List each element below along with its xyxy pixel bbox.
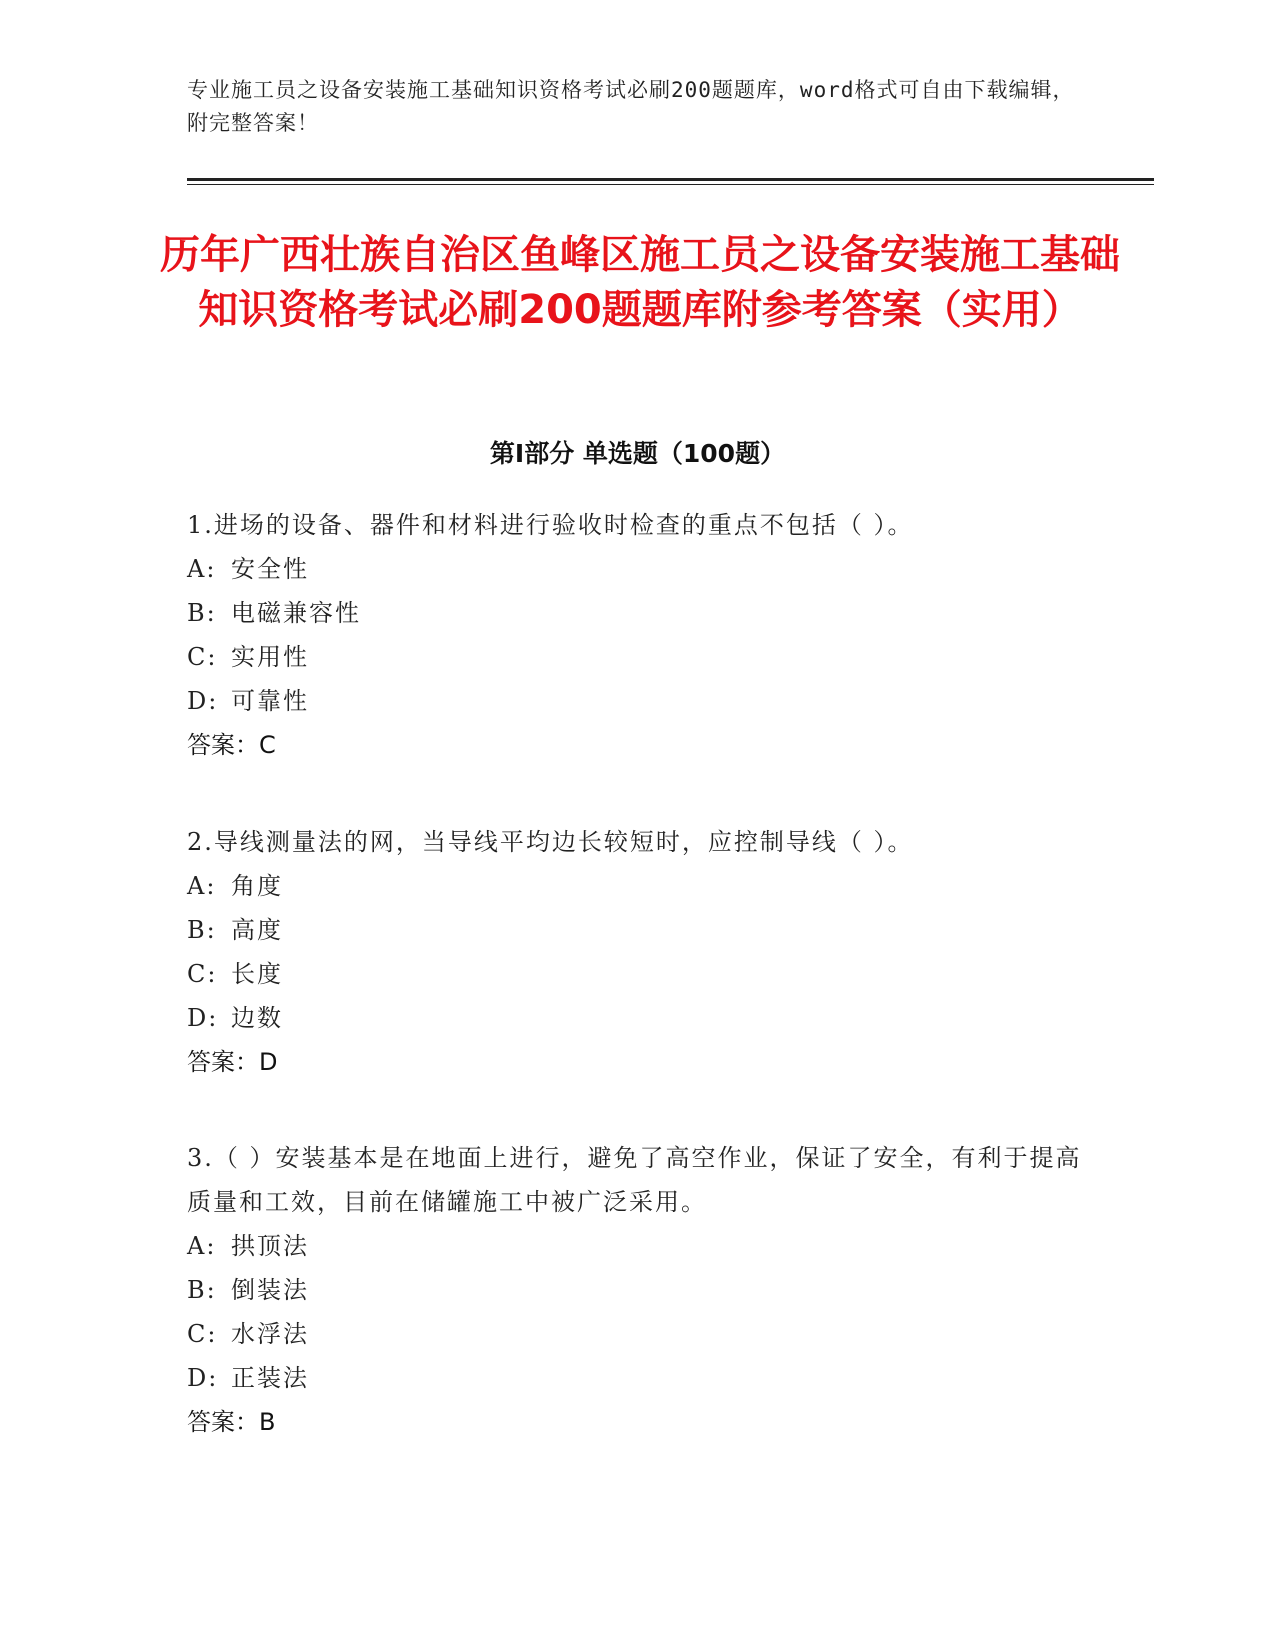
option-text: 电磁兼容性 — [231, 599, 361, 627]
answer: 答案：D — [187, 1048, 278, 1076]
option-key: B: — [187, 599, 217, 627]
option-key: A: — [187, 555, 217, 583]
option-key: D: — [187, 1004, 219, 1032]
option-c — [187, 952, 1087, 996]
question-3 — [187, 1136, 1087, 1444]
document-title: 历年广西壮族自治区鱼峰区施工员之设备安装施工基础知识资格考试必刷200题题库附参考答案（实用） — [160, 232, 1120, 333]
option-c — [187, 1312, 1087, 1356]
option-text: 实用性 — [231, 643, 309, 671]
header-divider-thick — [187, 178, 1154, 181]
answer: 答案：C — [187, 731, 276, 759]
option-a — [187, 864, 1087, 908]
option-text: 长度 — [231, 960, 283, 988]
question-stem: 3.（ ）安装基本是在地面上进行，避免了高空作业，保证了安全，有利于提高质量和工效，目前在储罐施工中被广泛采用。 — [187, 1144, 1082, 1216]
section-title: 第Ⅰ部分 单选题（100题） — [489, 439, 786, 468]
header-divider-thin — [187, 184, 1154, 185]
option-key: C: — [187, 960, 218, 988]
question-stem: 2.导线测量法的网，当导线平均边长较短时，应控制导线（ ）。 — [187, 828, 914, 856]
option-a — [187, 1224, 1087, 1268]
answer: 答案：B — [187, 1408, 276, 1436]
option-key: B: — [187, 1276, 217, 1304]
option-text: 倒装法 — [231, 1276, 309, 1304]
option-text: 高度 — [231, 916, 283, 944]
option-c — [187, 635, 1087, 679]
header-note: 专业施工员之设备安装施工基础知识资格考试必刷200题题库，word格式可自由下载编辑，附完整答案！ — [187, 78, 1075, 135]
option-text: 边数 — [231, 1004, 283, 1032]
option-key: D: — [187, 687, 219, 715]
question-1 — [187, 503, 1087, 767]
question-2 — [187, 820, 1087, 1084]
option-text: 角度 — [231, 872, 283, 900]
option-key: A: — [187, 872, 217, 900]
option-b — [187, 591, 1087, 635]
option-key: D: — [187, 1364, 219, 1392]
option-b — [187, 1268, 1087, 1312]
option-d — [187, 1356, 1087, 1400]
option-key: C: — [187, 1320, 218, 1348]
option-text: 可靠性 — [231, 687, 309, 715]
option-d — [187, 679, 1087, 723]
option-text: 水浮法 — [231, 1320, 309, 1348]
option-key: C: — [187, 643, 218, 671]
option-key: A: — [187, 1232, 217, 1260]
option-key: B: — [187, 916, 217, 944]
option-a — [187, 547, 1087, 591]
option-text: 安全性 — [231, 555, 309, 583]
option-b — [187, 908, 1087, 952]
option-text: 拱顶法 — [231, 1232, 309, 1260]
question-stem: 1.进场的设备、器件和材料进行验收时检查的重点不包括（ ）。 — [187, 511, 914, 539]
option-text: 正装法 — [231, 1364, 309, 1392]
option-d — [187, 996, 1087, 1040]
